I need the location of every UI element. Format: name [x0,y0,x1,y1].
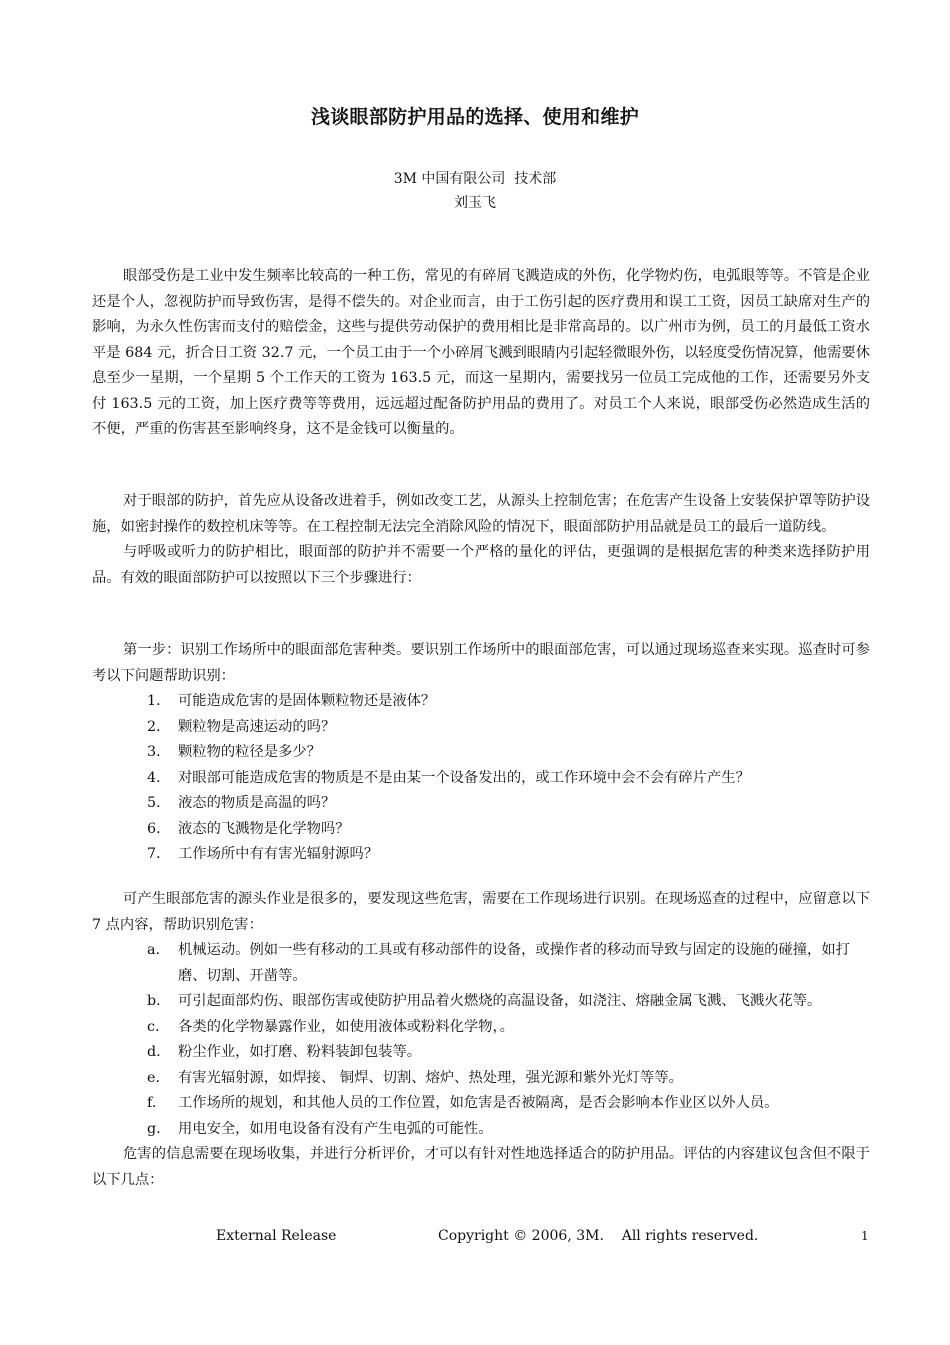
paragraph-intro: 眼部受伤是工业中发生频率比较高的一种工伤，常见的有碎屑飞溅造成的外伤，化学物灼伤，电弧眼等等。不管是企业还是个人，忽视防护而导致伤害，是得不偿失的。对企业而言，由于工伤引起的医疗费用和误工工资，因员工缺席对生产的影响，为永久性伤害而支付的赔偿金，这些与提供劳动保护的费用相比是非常高昂的。以广州市为例，员工的月最低工资水平是 684 元，折合日工资 32.7 元，一个员工由于一个小碎屑飞溅到眼睛内引起轻微眼外伤，以轻度受伤情况算，他需要休息至少一星期，一个星期 5 个工作天的工资为 163.5 元，而这一星期内，需要找另一位员工完成他的工作，还需要另外支付 163.5 元的工资，加上医疗费等等费用，远远超过配备防护用品的费用了。对员工个人来说，眼部受伤必然造成生活的不便，严重的伤害甚至影响终身，这不是金钱可以衡量的。 [92,268,870,437]
question-list [92,689,870,868]
copyright-notice: Copyright © 2006, 3M. All rights reserved. [438,1228,759,1244]
page-number: 1 [861,1229,869,1243]
list-item: 7． 工作场所中有有害光辐射源吗？ [147,846,379,862]
list-item: 3． 颗粒物的粒径是多少？ [147,744,321,760]
hazard-list [92,938,870,1142]
paragraph-engineering-control: 对于眼部的防护，首先应从设备改进着手，例如改变工艺，从源头上控制危害；在危害产生设备上安装保护罩等防护设施，如密封操作的数控机床等等。在工程控制无法完全消除风险的情况下，眼面部防护用品就是员工的最后一道防线。 [92,493,870,535]
protection-section [92,489,870,591]
hazard-section [92,887,870,1193]
release-label: External Release [216,1228,337,1244]
list-item: b. 可引起面部灼伤、眼部伤害或使防护用品着火燃烧的高温设备，如浇注、熔融金属飞溅、飞溅火花等。 [147,993,822,1009]
list-item: e. 有害光辐射源，如焊接、 铜焊、切割、熔炉、热处理，强光源和紫外光灯等等。 [147,1069,683,1086]
list-item: a. 机械运动。例如一些有移动的工具或有移动部件的设备，或操作者的移动而导致与固定的设施的碰撞，如打磨、切割、开凿等。 [147,942,850,984]
author-name: 刘玉飞 [454,195,496,211]
list-item: 1． 可能造成危害的是固体颗粒物还是液体？ [147,693,436,709]
list-item: d. 粉尘作业，如打磨、粉料装卸包装等。 [147,1044,422,1060]
list-item: 6． 液态的飞溅物是化学物吗？ [147,820,350,837]
list-item: g. 用电安全，如用电设备有没有产生电弧的可能性。 [147,1120,493,1137]
list-item: f. 工作场所的规划，和其他人员的工作位置，如危害是否被隔离，是否会影响本作业区以外人员。 [147,1095,779,1111]
list-item: 5． 液态的物质是高温的吗？ [147,795,336,811]
step-one-section [92,638,870,868]
organization-line: 3M 中国有限公司 技术部 [393,171,557,187]
paragraph-step-one: 第一步：识别工作场所中的眼面部危害种类。要识别工作场所中的眼面部危害，可以通过现场巡查来实现。巡查时可参考以下问题帮助识别： [92,642,870,684]
paragraph-assessment: 危害的信息需要在现场收集，并进行分析评价，才可以有针对性地选择适合的防护用品。评估的内容建议包含但不限于以下几点： [92,1146,870,1188]
paragraph-comparison: 与呼吸或听力的防护相比，眼面部的防护并不需要一个严格的量化的评估，更强调的是根据危害的种类来选择防护用品。有效的眼面部防护可以按照以下三个步骤进行： [92,544,870,586]
document-title: 浅谈眼部防护用品的选择、使用和维护 [310,106,640,128]
list-item: c. 各类的化学物暴露作业，如使用液体或粉料化学物，。 [147,1018,514,1035]
list-item: 2． 颗粒物是高速运动的吗？ [147,718,336,735]
intro-section [92,264,870,443]
list-item: 4． 对眼部可能造成危害的物质是不是由某一个设备发出的，或工作环境中会不会有碎片产生？ [147,769,750,786]
paragraph-hazard-sources: 可产生眼部危害的源头作业是很多的，要发现这些危害，需要在工作现场进行识别。在现场巡查的过程中，应留意以下 7 点内容，帮助识别危害： [92,891,870,933]
